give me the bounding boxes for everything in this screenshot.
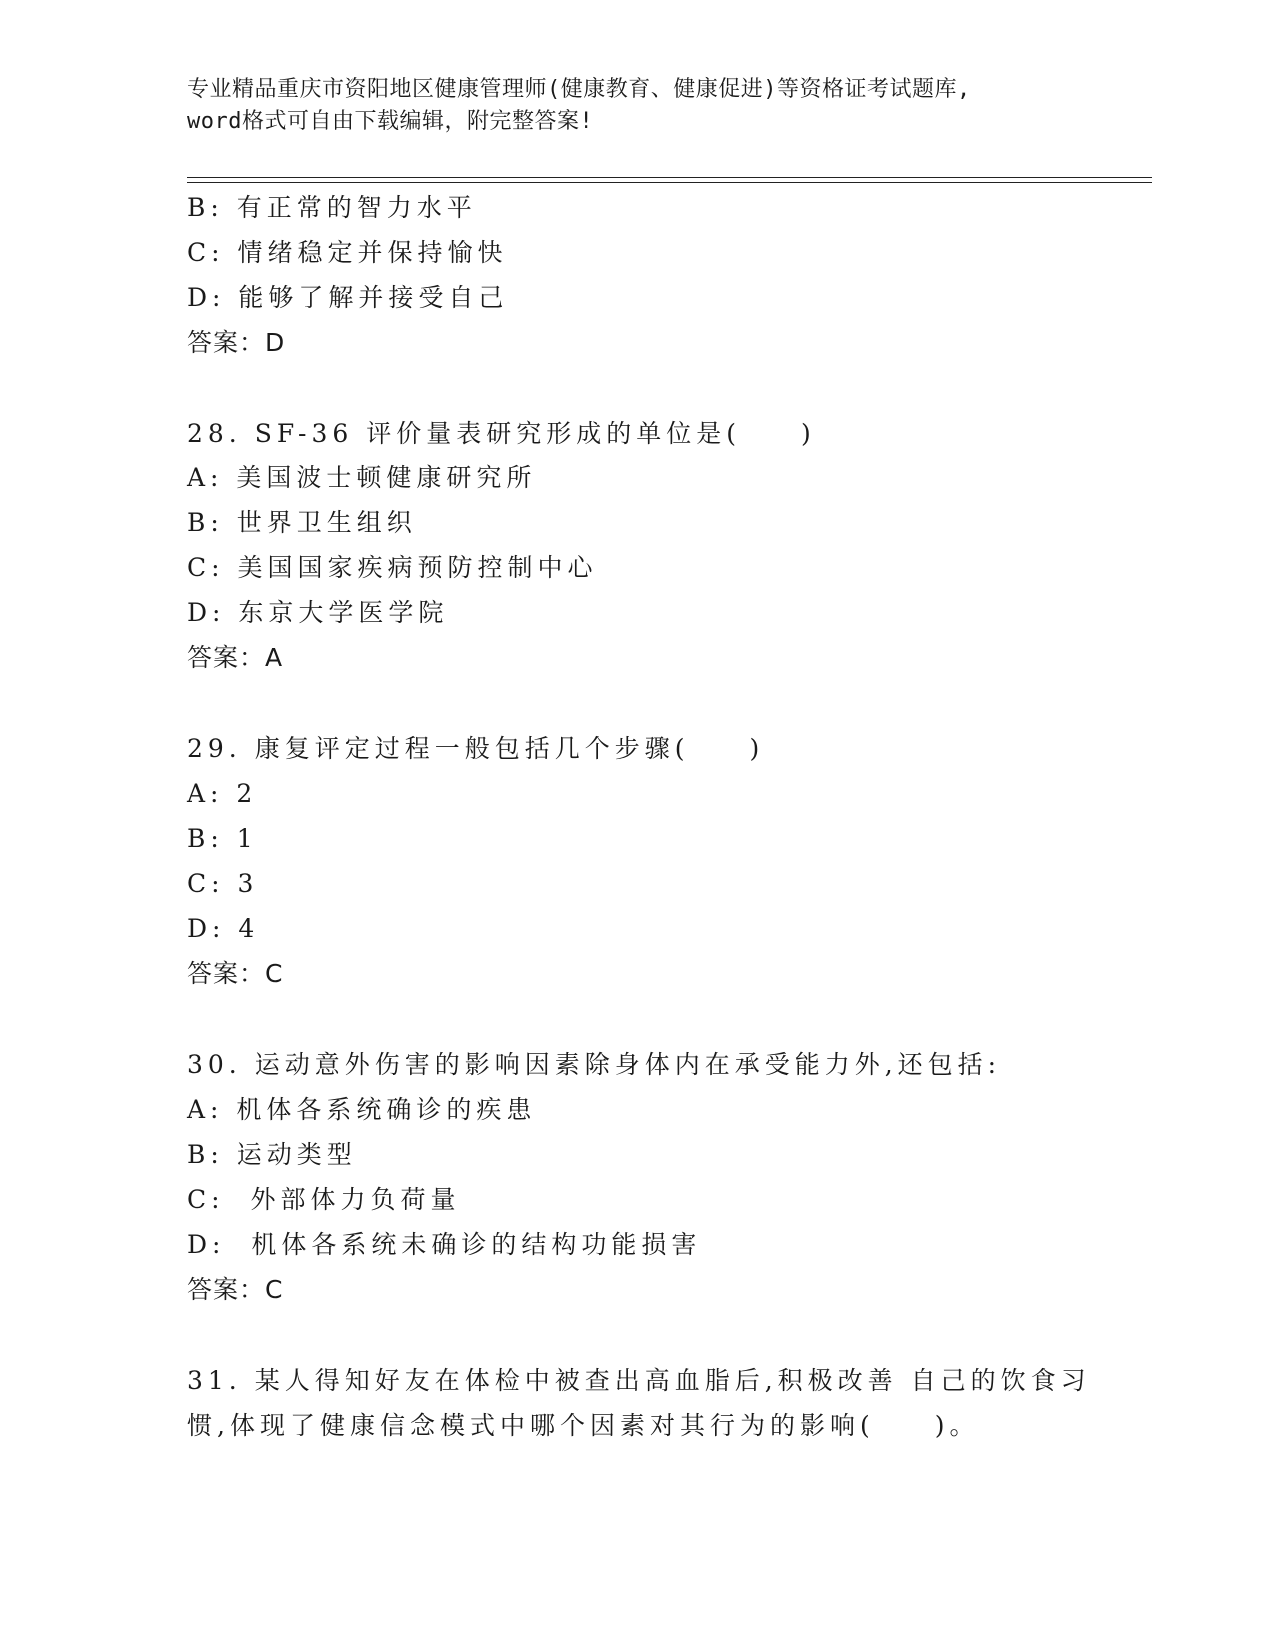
q30-option-b: B: 运动类型	[187, 1140, 357, 1169]
header-line-1: 专业精品重庆市资阳地区健康管理师(健康教育、健康促进)等资格证考试题库,	[187, 77, 971, 102]
q30-option-c: C: 外部体力负荷量	[187, 1185, 461, 1214]
q30-option-a: A: 机体各系统确诊的疾患	[187, 1095, 537, 1124]
document-header	[187, 74, 1087, 138]
q29-option-a: A: 2	[187, 779, 258, 808]
header-divider-top	[187, 177, 1152, 178]
q28-option-c: C: 美国国家疾病预防控制中心	[187, 553, 598, 582]
option-c: C: 情绪稳定并保持愉快	[187, 238, 508, 267]
question-30: 30. 运动意外伤害的影响因素除身体内在承受能力外,还包括:	[187, 1050, 1002, 1079]
q28-option-d: D: 东京大学医学院	[187, 598, 449, 627]
header-line-2: word格式可自由下载编辑，附完整答案!	[187, 109, 594, 134]
option-d: D: 能够了解并接受自己	[187, 283, 509, 312]
answer: 答案：D	[187, 328, 286, 357]
question-31-line-2: 惯,体现了健康信念模式中哪个因素对其行为的影响( )。	[187, 1411, 980, 1440]
q29-option-b: B: 1	[187, 824, 258, 853]
q28-answer: 答案：A	[187, 643, 284, 672]
q29-option-c: C: 3	[187, 869, 259, 898]
q28-option-b: B: 世界卫生组织	[187, 508, 417, 537]
question-28: 28. SF-36 评价量表研究形成的单位是( )	[187, 419, 816, 448]
q30-answer: 答案：C	[187, 1275, 284, 1304]
q29-answer: 答案：C	[187, 959, 284, 988]
question-29: 29. 康复评定过程一般包括几个步骤( )	[187, 734, 765, 763]
q29-option-d: D: 4	[187, 914, 260, 943]
option-b: B: 有正常的智力水平	[187, 193, 477, 222]
header-divider-bottom	[187, 182, 1152, 183]
question-31-line-1: 31. 某人得知好友在体检中被查出高血脂后,积极改善 自己的饮食习	[187, 1366, 1091, 1395]
q28-option-a: A: 美国波士顿健康研究所	[187, 463, 537, 492]
q30-option-d: D: 机体各系统未确诊的结构功能损害	[187, 1230, 702, 1259]
